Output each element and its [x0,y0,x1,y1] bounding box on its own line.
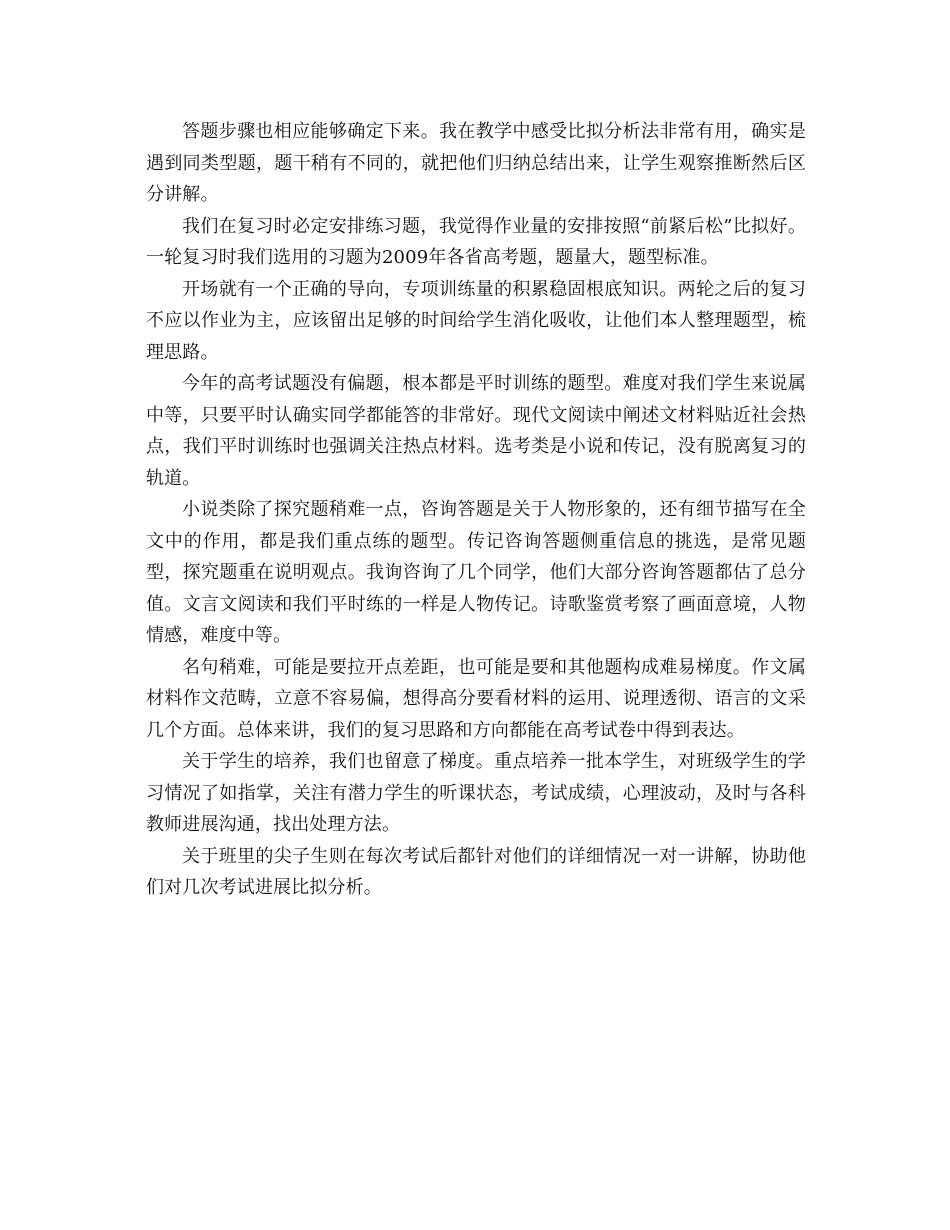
paragraph-6: 名句稍难，可能是要拉开点差距，也可能是要和其他题构成难易梯度。作文属材料作文范畴，立意不容易偏，想得高分要看材料的运用、说理透彻、语言的文采几个方面。总体来讲，我们的复习思路和方向都能在高考试卷中得到表达。 [146,656,806,741]
paragraph-4: 今年的高考试题没有偏题，根本都是平时训练的题型。难度对我们学生来说属中等，只要平时认确实同学都能答的非常好。现代文阅读中阐述文材料贴近社会热点，我们平时训练时也强调关注热点材料。选考类是小说和传记，没有脱离复习的轨道。 [146,373,806,489]
paragraph-1: 答题步骤也相应能够确定下来。我在教学中感受比拟分析法非常有用，确实是遇到同类型题，题干稍有不同的，就把他们归纳总结出来，让学生观察推断然后区分讲解。 [146,121,806,205]
paragraph-8: 关于班里的尖子生则在每次考试后都针对他们的详细情况一对一讲解，协助他们对几次考试进展比拟分析。 [146,845,806,898]
document-body [146,116,806,904]
paragraph-2: 我们在复习时必定安排练习题，我觉得作业量的安排按照“前紧后松”比拟好。一轮复习时我们选用的习题为2009年各省高考题，题量大，题型标准。 [146,215,806,268]
paragraph-5: 小说类除了探究题稍难一点，咨询答题是关于人物形象的，还有细节描写在全文中的作用，都是我们重点练的题型。传记咨询答题侧重信息的挑选，是常见题型，探究题重在说明观点。我询咨询了几个同学，他们大部分咨询答题都估了总分值。文言文阅读和我们平时练的一样是人物传记。诗歌鉴赏考察了画面意境，人物情感，难度中等。 [146,499,806,646]
paragraph-3: 开场就有一个正确的导向，专项训练量的积累稳固根底知识。两轮之后的复习不应以作业为主，应该留出足够的时间给学生消化吸收，让他们本人整理题型，梳理思路。 [146,278,806,363]
paragraph-7: 关于学生的培养，我们也留意了梯度。重点培养一批本学生，对班级学生的学习情况了如指掌，关注有潜力学生的听课状态，考试成绩，心理波动，及时与各科教师进展沟通，找出处理方法。 [146,751,806,835]
